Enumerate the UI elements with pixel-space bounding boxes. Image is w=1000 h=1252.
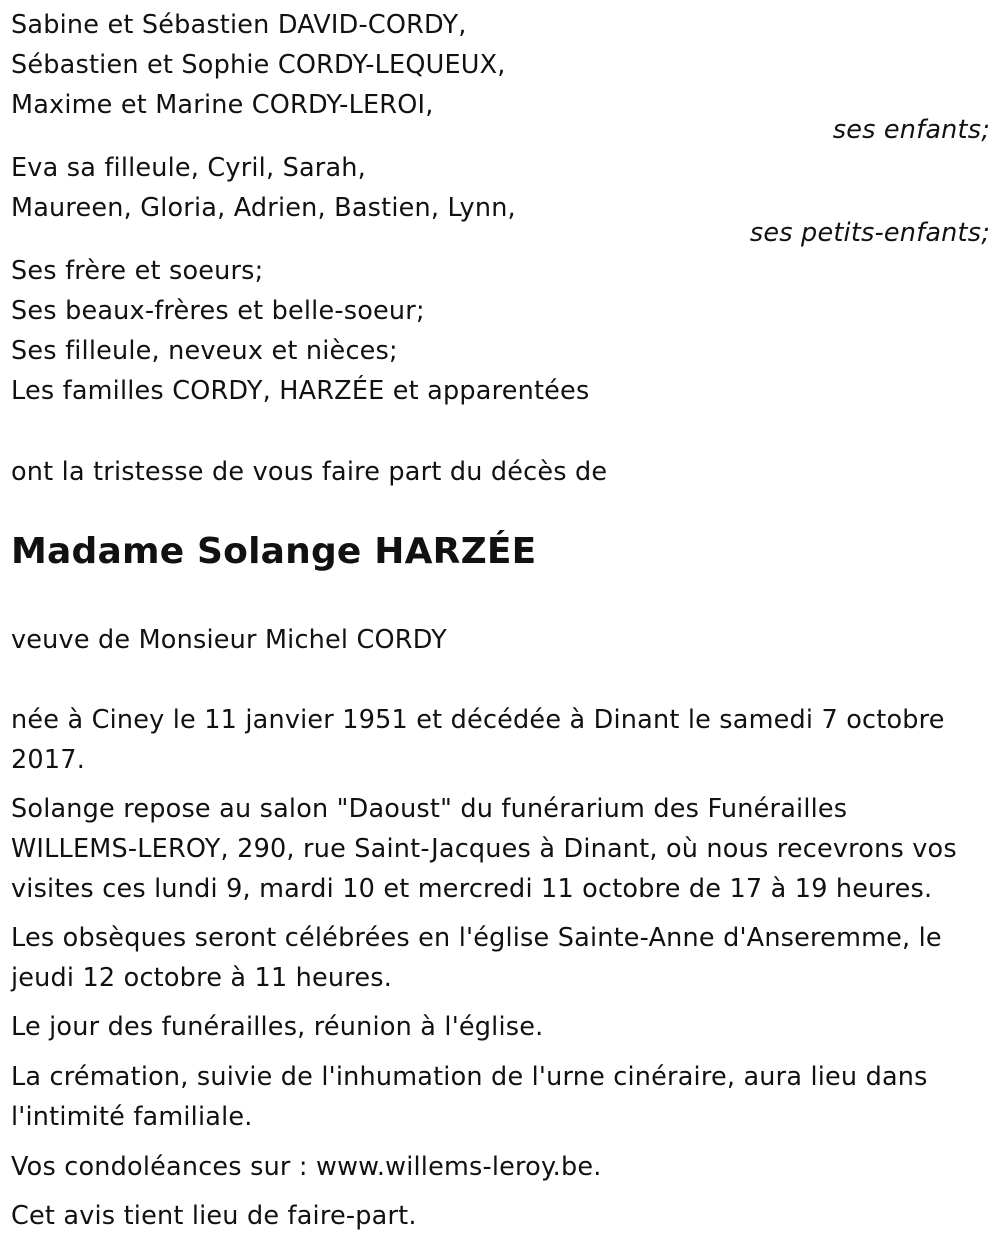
grandchildren-role: ses petits-enfants; (749, 218, 990, 248)
children-role: ses enfants; (832, 115, 990, 145)
announcement: ont la tristesse de vous faire part du décès de (11, 457, 608, 487)
meeting-line: Le jour des funérailles, réunion à l'église. (11, 1012, 544, 1042)
visitation-line: visites ces lundi 9, mardi 10 et mercredi 11 octobre de 17 à 19 heures. (11, 874, 933, 904)
family-line: Ses frère et soeurs; (11, 256, 264, 286)
visitation-line: Solange repose au salon "Daoust" du funérarium des Funérailles (11, 794, 848, 824)
grandchild-line: Maureen, Gloria, Adrien, Bastien, Lynn, (11, 193, 516, 223)
child-line: Sébastien et Sophie CORDY-LEQUEUX, (11, 50, 506, 80)
birth-death-line: 2017. (11, 745, 86, 775)
funeral-line: Les obsèques seront célébrées en l'église Sainte-Anne d'Anseremme, le (11, 923, 942, 953)
deceased-name: Madame Solange HARZÉE (11, 531, 537, 572)
grandchild-line: Eva sa filleule, Cyril, Sarah, (11, 153, 366, 183)
child-line: Sabine et Sébastien DAVID-CORDY, (11, 10, 467, 40)
cremation-line: l'intimité familiale. (11, 1102, 253, 1132)
birth-death-line: née à Ciney le 11 janvier 1951 et décédée à Dinant le samedi 7 octobre (11, 705, 945, 735)
visitation-line: WILLEMS-LEROY, 290, rue Saint-Jacques à Dinant, où nous recevrons vos (11, 834, 957, 864)
funeral-line: jeudi 12 octobre à 11 heures. (11, 963, 393, 993)
family-line: Ses filleule, neveux et nièces; (11, 336, 398, 366)
family-line: Ses beaux-frères et belle-soeur; (11, 296, 425, 326)
cremation-line: La crémation, suivie de l'inhumation de l'urne cinéraire, aura lieu dans (11, 1062, 928, 1092)
closing-line: Cet avis tient lieu de faire-part. (11, 1201, 417, 1231)
child-line: Maxime et Marine CORDY-LEROI, (11, 90, 434, 120)
family-line: Les familles CORDY, HARZÉE et apparentées (11, 376, 590, 406)
widow-of: veuve de Monsieur Michel CORDY (11, 625, 447, 655)
condolences-line: Vos condoléances sur : www.willems-leroy.be. (11, 1152, 602, 1182)
